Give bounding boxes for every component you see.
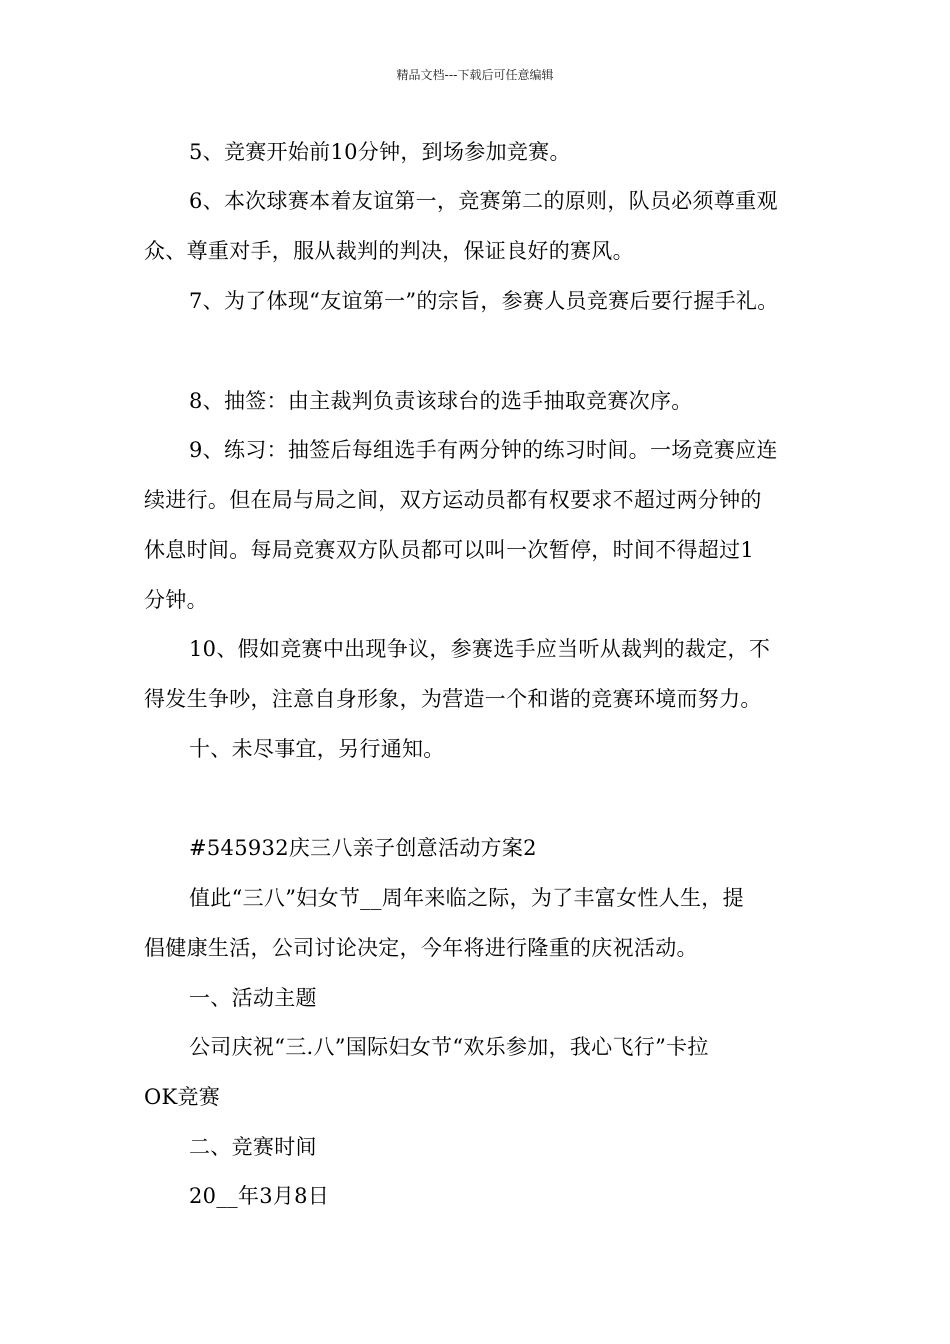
paragraph-line: 值此“三八”妇女节__周年来临之际，为了丰富女性人生，提: [189, 886, 744, 910]
paragraph-line: 10、假如竞赛中出现争议，参赛选手应当听从裁判的裁定，不: [189, 637, 771, 661]
paragraph-line: 得发生争吵，注意自身形象，为营造一个和谐的竞赛环境而努力。: [144, 687, 762, 711]
paragraph-line: 20__年3月8日: [189, 1184, 330, 1208]
paragraph-line: 分钟。: [144, 588, 208, 612]
section-title: #545932庆三八亲子创意活动方案2: [189, 836, 537, 860]
paragraph-line: 休息时间。每局竞赛双方队员都可以叫一次暂停，时间不得超过1: [144, 538, 755, 562]
paragraph-line: 续进行。但在局与局之间，双方运动员都有权要求不超过两分钟的: [144, 488, 762, 512]
paragraph-line: 6、本次球赛本着友谊第一，竞赛第二的原则，队员必须尊重观: [189, 189, 778, 213]
page-header: 精品文档---下载后可任意编辑: [396, 68, 554, 82]
subheading: 二、竞赛时间: [189, 1135, 317, 1159]
paragraph-line: 7、为了体现“友谊第一”的宗旨，参赛人员竞赛后要行握手礼。: [189, 289, 779, 313]
paragraph-line: 倡健康生活，公司讨论决定，今年将进行隆重的庆祝活动。: [144, 936, 698, 960]
subheading: 一、活动主题: [189, 986, 317, 1010]
paragraph-line: 十、未尽事宜，另行通知。: [189, 737, 445, 761]
paragraph-line: 9、练习：抽签后每组选手有两分钟的练习时间。一场竞赛应连: [189, 438, 778, 462]
paragraph-line: 8、抽签：由主裁判负责该球台的选手抽取竞赛次序。: [189, 389, 693, 413]
paragraph-line: 众、尊重对手，服从裁判的判决，保证良好的赛风。: [144, 239, 634, 263]
paragraph-line: 5、竞赛开始前10分钟，到场参加竞赛。: [189, 140, 571, 164]
paragraph-line: 公司庆祝“三.八”国际妇女节“欢乐参加，我心飞行”卡拉: [189, 1035, 709, 1059]
paragraph-line: OK竞赛: [144, 1085, 221, 1109]
